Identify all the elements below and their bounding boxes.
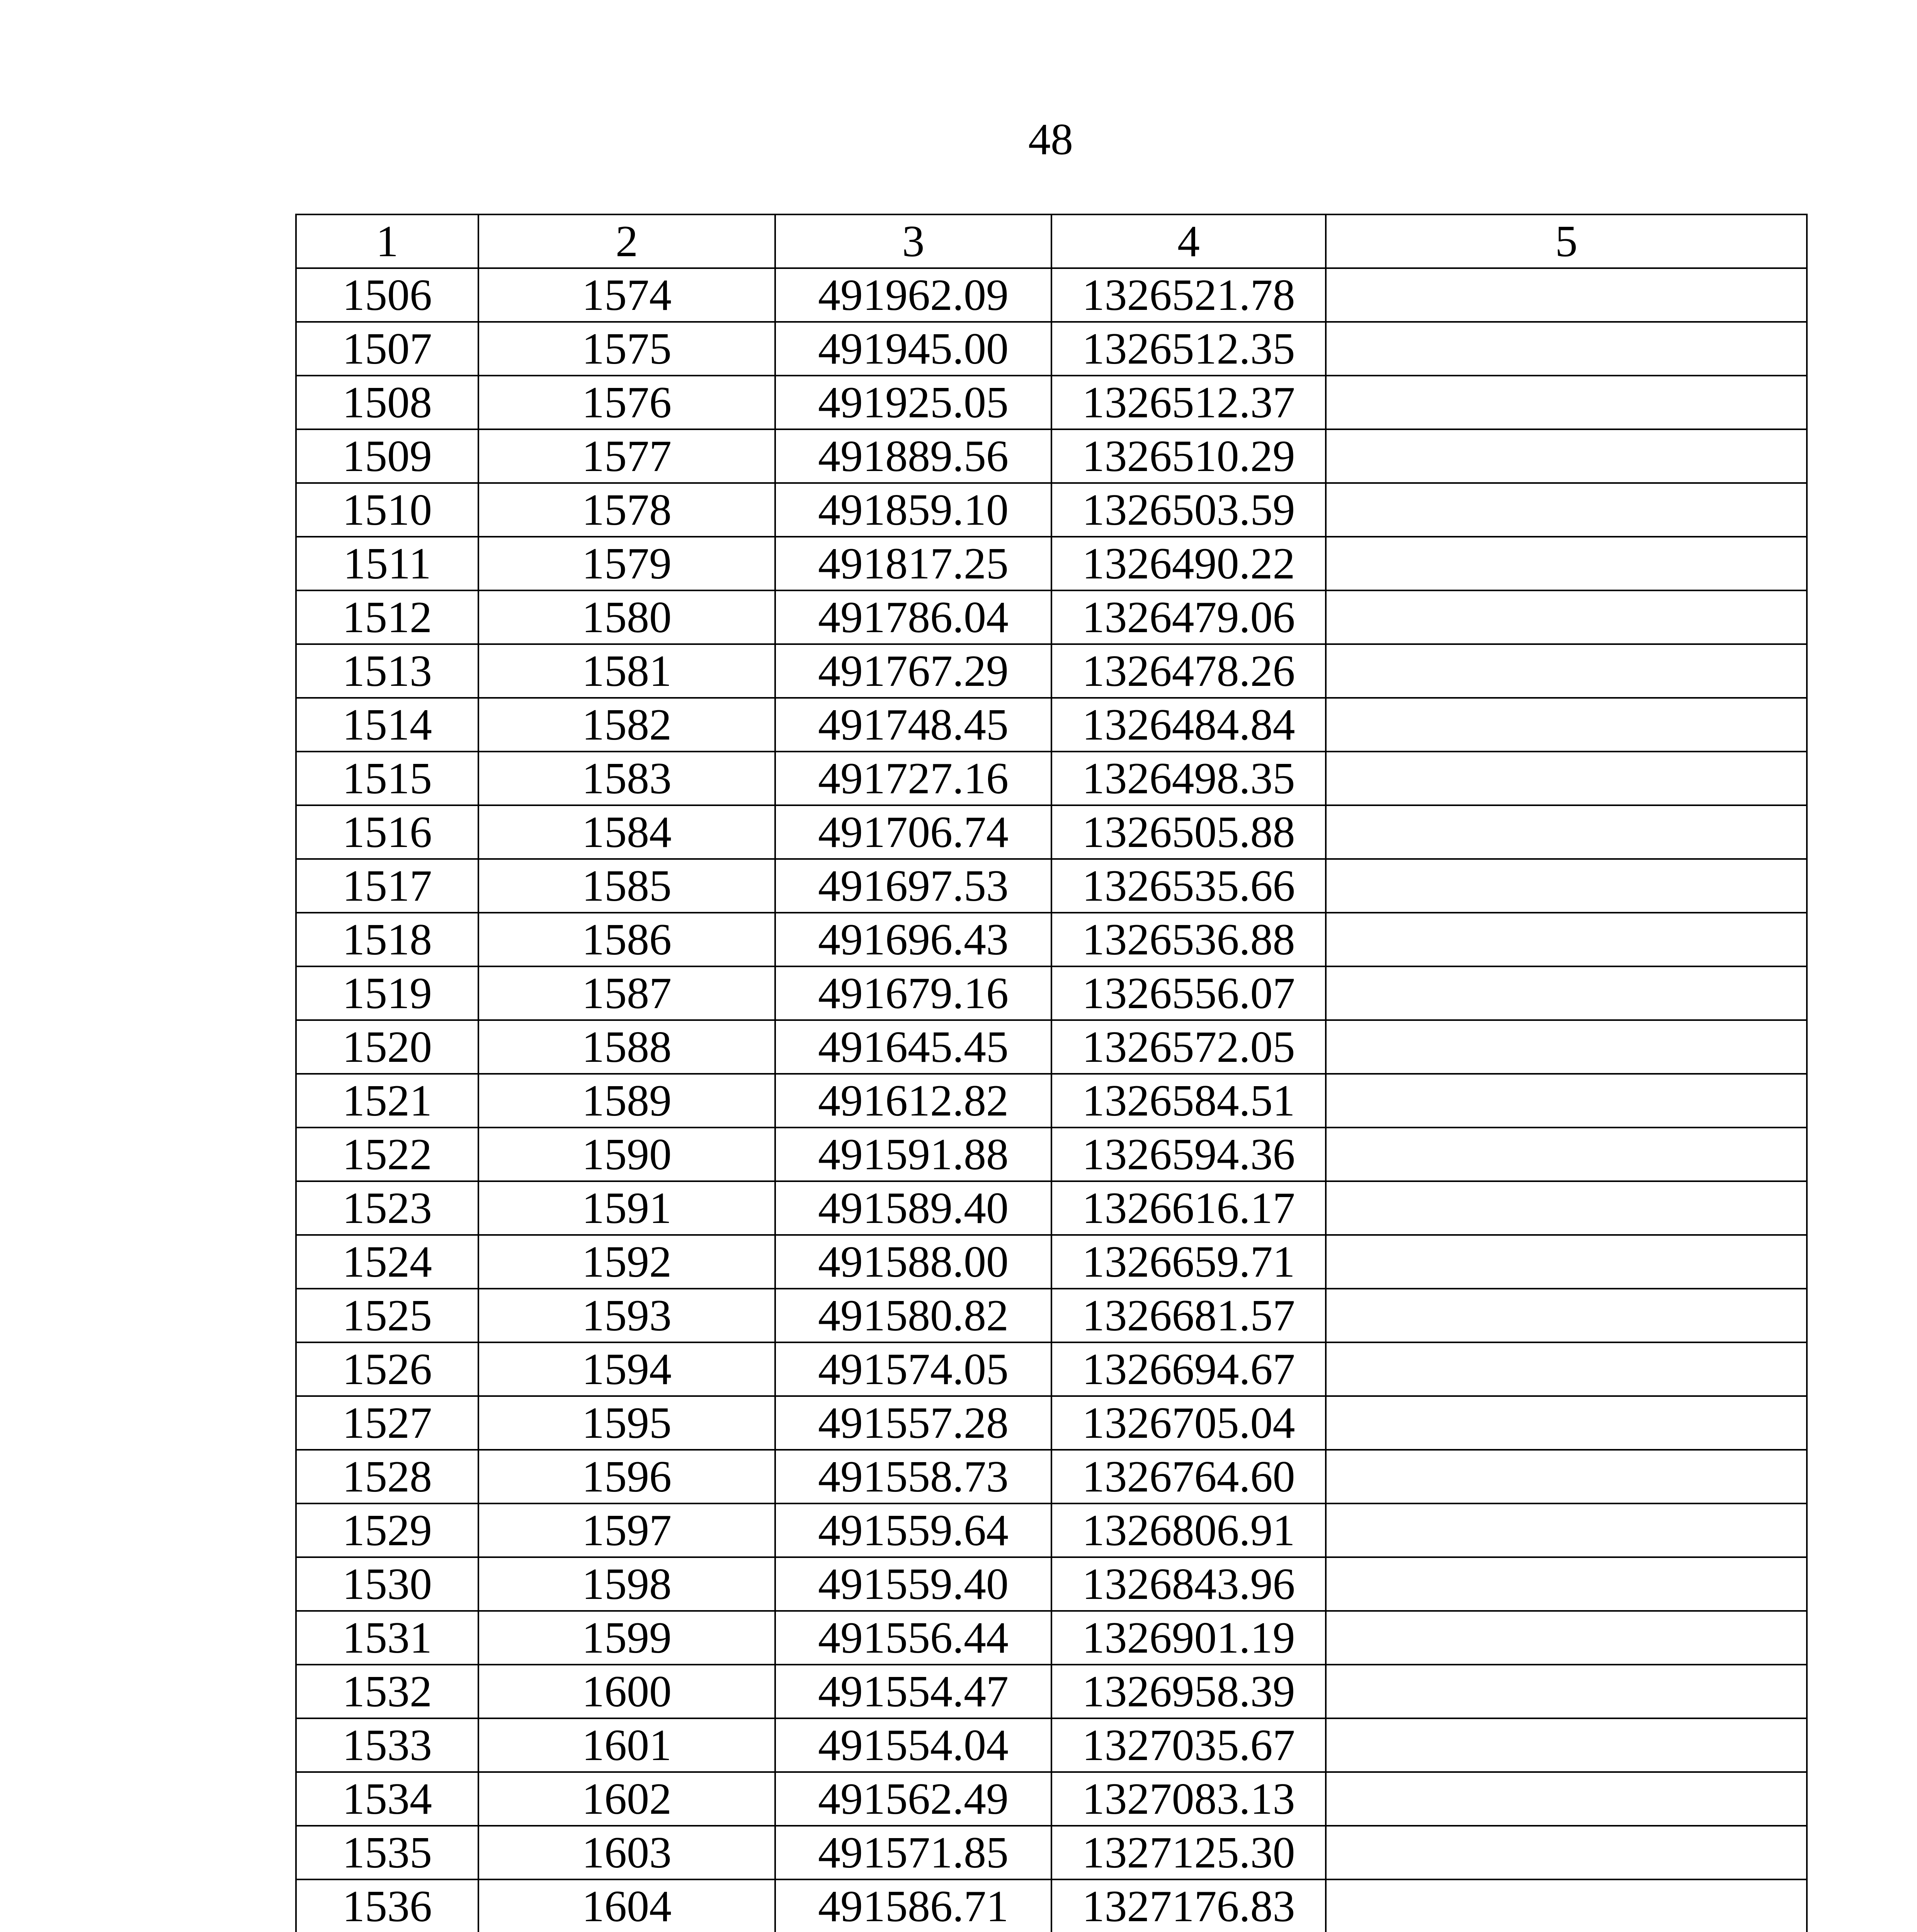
cell-col-1: 1521 bbox=[296, 1074, 478, 1128]
empty-cell bbox=[1326, 1826, 1807, 1879]
cell-col-2: 1590 bbox=[478, 1128, 775, 1181]
table-row bbox=[296, 805, 1807, 859]
cell-col-2: 1603 bbox=[478, 1826, 775, 1879]
cell-col-2: 1575 bbox=[478, 322, 775, 376]
empty-cell bbox=[1326, 698, 1807, 752]
cell-col-4: 1326659.71 bbox=[1051, 1235, 1326, 1289]
empty-cell bbox=[1326, 1235, 1807, 1289]
table-row bbox=[296, 268, 1807, 322]
cell-col-3: 491580.82 bbox=[775, 1289, 1051, 1342]
table-row bbox=[296, 1611, 1807, 1665]
cell-col-4: 1326478.26 bbox=[1051, 644, 1326, 698]
table-body bbox=[296, 268, 1807, 1932]
cell-col-2: 1587 bbox=[478, 966, 775, 1020]
cell-col-1: 1532 bbox=[296, 1665, 478, 1718]
cell-col-2: 1597 bbox=[478, 1503, 775, 1557]
cell-col-4: 1326616.17 bbox=[1051, 1181, 1326, 1235]
cell-col-4: 1327176.83 bbox=[1051, 1879, 1326, 1932]
cell-col-3: 491554.47 bbox=[775, 1665, 1051, 1718]
cell-col-1: 1506 bbox=[296, 268, 478, 322]
cell-col-3: 491557.28 bbox=[775, 1396, 1051, 1450]
cell-col-3: 491697.53 bbox=[775, 859, 1051, 913]
empty-cell bbox=[1326, 590, 1807, 644]
cell-col-3: 491589.40 bbox=[775, 1181, 1051, 1235]
page-number: 48 bbox=[1028, 115, 1073, 164]
table-row bbox=[296, 1450, 1807, 1503]
cell-col-4: 1326694.67 bbox=[1051, 1342, 1326, 1396]
header-col-5: 5 bbox=[1326, 214, 1807, 268]
cell-col-2: 1593 bbox=[478, 1289, 775, 1342]
header-col-1: 1 bbox=[296, 214, 478, 268]
empty-cell bbox=[1326, 1879, 1807, 1932]
cell-col-1: 1527 bbox=[296, 1396, 478, 1450]
cell-col-1: 1514 bbox=[296, 698, 478, 752]
cell-col-2: 1591 bbox=[478, 1181, 775, 1235]
cell-col-3: 491706.74 bbox=[775, 805, 1051, 859]
cell-col-4: 1326498.35 bbox=[1051, 752, 1326, 805]
table-row bbox=[296, 1718, 1807, 1772]
table-row bbox=[296, 1342, 1807, 1396]
cell-col-2: 1585 bbox=[478, 859, 775, 913]
empty-cell bbox=[1326, 752, 1807, 805]
cell-col-1: 1512 bbox=[296, 590, 478, 644]
cell-col-1: 1526 bbox=[296, 1342, 478, 1396]
cell-col-3: 491889.56 bbox=[775, 429, 1051, 483]
cell-col-2: 1604 bbox=[478, 1879, 775, 1932]
cell-col-1: 1517 bbox=[296, 859, 478, 913]
cell-col-2: 1596 bbox=[478, 1450, 775, 1503]
cell-col-2: 1600 bbox=[478, 1665, 775, 1718]
table-header bbox=[296, 214, 1807, 268]
cell-col-2: 1577 bbox=[478, 429, 775, 483]
table-row bbox=[296, 590, 1807, 644]
cell-col-3: 491945.00 bbox=[775, 322, 1051, 376]
cell-col-1: 1535 bbox=[296, 1826, 478, 1879]
cell-col-1: 1528 bbox=[296, 1450, 478, 1503]
cell-col-1: 1525 bbox=[296, 1289, 478, 1342]
cell-col-2: 1581 bbox=[478, 644, 775, 698]
cell-col-4: 1326479.06 bbox=[1051, 590, 1326, 644]
table-row bbox=[296, 1128, 1807, 1181]
cell-col-2: 1576 bbox=[478, 376, 775, 429]
cell-col-2: 1592 bbox=[478, 1235, 775, 1289]
empty-cell bbox=[1326, 537, 1807, 590]
cell-col-1: 1518 bbox=[296, 913, 478, 966]
table-row bbox=[296, 913, 1807, 966]
cell-col-3: 491645.45 bbox=[775, 1020, 1051, 1074]
empty-cell bbox=[1326, 1718, 1807, 1772]
cell-col-1: 1522 bbox=[296, 1128, 478, 1181]
empty-cell bbox=[1326, 805, 1807, 859]
empty-cell bbox=[1326, 1020, 1807, 1074]
table-row bbox=[296, 1020, 1807, 1074]
cell-col-2: 1586 bbox=[478, 913, 775, 966]
cell-col-3: 491925.05 bbox=[775, 376, 1051, 429]
cell-col-2: 1602 bbox=[478, 1772, 775, 1826]
empty-cell bbox=[1326, 913, 1807, 966]
cell-col-3: 491574.05 bbox=[775, 1342, 1051, 1396]
cell-col-3: 491859.10 bbox=[775, 483, 1051, 537]
cell-col-3: 491562.49 bbox=[775, 1772, 1051, 1826]
cell-col-4: 1326556.07 bbox=[1051, 966, 1326, 1020]
cell-col-1: 1519 bbox=[296, 966, 478, 1020]
cell-col-4: 1326512.35 bbox=[1051, 322, 1326, 376]
table-row bbox=[296, 1235, 1807, 1289]
empty-cell bbox=[1326, 376, 1807, 429]
cell-col-2: 1579 bbox=[478, 537, 775, 590]
cell-col-1: 1508 bbox=[296, 376, 478, 429]
empty-cell bbox=[1326, 1289, 1807, 1342]
cell-col-2: 1598 bbox=[478, 1557, 775, 1611]
table-row bbox=[296, 1879, 1807, 1932]
empty-cell bbox=[1326, 1772, 1807, 1826]
table-header-row bbox=[296, 214, 1807, 268]
cell-col-1: 1531 bbox=[296, 1611, 478, 1665]
cell-col-4: 1326901.19 bbox=[1051, 1611, 1326, 1665]
cell-col-4: 1326484.84 bbox=[1051, 698, 1326, 752]
cell-col-3: 491612.82 bbox=[775, 1074, 1051, 1128]
cell-col-4: 1326536.88 bbox=[1051, 913, 1326, 966]
cell-col-1: 1523 bbox=[296, 1181, 478, 1235]
cell-col-3: 491559.40 bbox=[775, 1557, 1051, 1611]
empty-cell bbox=[1326, 1450, 1807, 1503]
cell-col-1: 1516 bbox=[296, 805, 478, 859]
cell-col-3: 491817.25 bbox=[775, 537, 1051, 590]
cell-col-2: 1578 bbox=[478, 483, 775, 537]
table-row bbox=[296, 1557, 1807, 1611]
cell-col-2: 1601 bbox=[478, 1718, 775, 1772]
cell-col-4: 1326572.05 bbox=[1051, 1020, 1326, 1074]
table-row bbox=[296, 376, 1807, 429]
empty-cell bbox=[1326, 429, 1807, 483]
cell-col-2: 1584 bbox=[478, 805, 775, 859]
empty-cell bbox=[1326, 966, 1807, 1020]
empty-cell bbox=[1326, 1611, 1807, 1665]
cell-col-4: 1326490.22 bbox=[1051, 537, 1326, 590]
empty-cell bbox=[1326, 322, 1807, 376]
cell-col-4: 1326705.04 bbox=[1051, 1396, 1326, 1450]
table-row bbox=[296, 322, 1807, 376]
table-row bbox=[296, 1503, 1807, 1557]
cell-col-4: 1327035.67 bbox=[1051, 1718, 1326, 1772]
cell-col-2: 1599 bbox=[478, 1611, 775, 1665]
cell-col-1: 1513 bbox=[296, 644, 478, 698]
cell-col-1: 1536 bbox=[296, 1879, 478, 1932]
cell-col-4: 1326806.91 bbox=[1051, 1503, 1326, 1557]
cell-col-4: 1327125.30 bbox=[1051, 1826, 1326, 1879]
empty-cell bbox=[1326, 268, 1807, 322]
cell-col-3: 491962.09 bbox=[775, 268, 1051, 322]
cell-col-2: 1574 bbox=[478, 268, 775, 322]
cell-col-3: 491558.73 bbox=[775, 1450, 1051, 1503]
cell-col-4: 1326584.51 bbox=[1051, 1074, 1326, 1128]
cell-col-1: 1533 bbox=[296, 1718, 478, 1772]
cell-col-4: 1326764.60 bbox=[1051, 1450, 1326, 1503]
empty-cell bbox=[1326, 644, 1807, 698]
cell-col-4: 1326958.39 bbox=[1051, 1665, 1326, 1718]
cell-col-4: 1327083.13 bbox=[1051, 1772, 1326, 1826]
empty-cell bbox=[1326, 1074, 1807, 1128]
cell-col-3: 491588.00 bbox=[775, 1235, 1051, 1289]
table-row bbox=[296, 1826, 1807, 1879]
cell-col-4: 1326594.36 bbox=[1051, 1128, 1326, 1181]
cell-col-1: 1511 bbox=[296, 537, 478, 590]
empty-cell bbox=[1326, 1557, 1807, 1611]
cell-col-2: 1583 bbox=[478, 752, 775, 805]
cell-col-2: 1595 bbox=[478, 1396, 775, 1450]
empty-cell bbox=[1326, 1396, 1807, 1450]
header-col-3: 3 bbox=[775, 214, 1051, 268]
cell-col-4: 1326681.57 bbox=[1051, 1289, 1326, 1342]
cell-col-2: 1589 bbox=[478, 1074, 775, 1128]
cell-col-4: 1326505.88 bbox=[1051, 805, 1326, 859]
empty-cell bbox=[1326, 1181, 1807, 1235]
cell-col-1: 1534 bbox=[296, 1772, 478, 1826]
table-row bbox=[296, 752, 1807, 805]
cell-col-2: 1580 bbox=[478, 590, 775, 644]
empty-cell bbox=[1326, 1342, 1807, 1396]
cell-col-3: 491591.88 bbox=[775, 1128, 1051, 1181]
table-row bbox=[296, 1181, 1807, 1235]
cell-col-3: 491559.64 bbox=[775, 1503, 1051, 1557]
cell-col-3: 491571.85 bbox=[775, 1826, 1051, 1879]
table-row bbox=[296, 1074, 1807, 1128]
cell-col-1: 1530 bbox=[296, 1557, 478, 1611]
cell-col-1: 1507 bbox=[296, 322, 478, 376]
cell-col-3: 491786.04 bbox=[775, 590, 1051, 644]
empty-cell bbox=[1326, 1665, 1807, 1718]
table-row bbox=[296, 644, 1807, 698]
cell-col-4: 1326510.29 bbox=[1051, 429, 1326, 483]
cell-col-1: 1509 bbox=[296, 429, 478, 483]
cell-col-3: 491586.71 bbox=[775, 1879, 1051, 1932]
table-row bbox=[296, 429, 1807, 483]
cell-col-3: 491767.29 bbox=[775, 644, 1051, 698]
cell-col-4: 1326535.66 bbox=[1051, 859, 1326, 913]
data-table bbox=[295, 214, 1808, 1932]
table-row bbox=[296, 1665, 1807, 1718]
header-col-2: 2 bbox=[478, 214, 775, 268]
table-row bbox=[296, 859, 1807, 913]
cell-col-3: 491696.43 bbox=[775, 913, 1051, 966]
table-row bbox=[296, 698, 1807, 752]
table-row bbox=[296, 483, 1807, 537]
cell-col-1: 1510 bbox=[296, 483, 478, 537]
empty-cell bbox=[1326, 1128, 1807, 1181]
cell-col-3: 491727.16 bbox=[775, 752, 1051, 805]
empty-cell bbox=[1326, 483, 1807, 537]
cell-col-4: 1326521.78 bbox=[1051, 268, 1326, 322]
table-row bbox=[296, 1289, 1807, 1342]
cell-col-2: 1594 bbox=[478, 1342, 775, 1396]
cell-col-2: 1582 bbox=[478, 698, 775, 752]
cell-col-1: 1515 bbox=[296, 752, 478, 805]
cell-col-4: 1326512.37 bbox=[1051, 376, 1326, 429]
header-col-4: 4 bbox=[1051, 214, 1326, 268]
empty-cell bbox=[1326, 859, 1807, 913]
table-row bbox=[296, 966, 1807, 1020]
cell-col-3: 491554.04 bbox=[775, 1718, 1051, 1772]
cell-col-2: 1588 bbox=[478, 1020, 775, 1074]
table-row bbox=[296, 1396, 1807, 1450]
cell-col-3: 491556.44 bbox=[775, 1611, 1051, 1665]
cell-col-4: 1326503.59 bbox=[1051, 483, 1326, 537]
table-row bbox=[296, 1772, 1807, 1826]
empty-cell bbox=[1326, 1503, 1807, 1557]
cell-col-4: 1326843.96 bbox=[1051, 1557, 1326, 1611]
cell-col-1: 1529 bbox=[296, 1503, 478, 1557]
cell-col-1: 1520 bbox=[296, 1020, 478, 1074]
cell-col-3: 491679.16 bbox=[775, 966, 1051, 1020]
table-row bbox=[296, 537, 1807, 590]
cell-col-3: 491748.45 bbox=[775, 698, 1051, 752]
cell-col-1: 1524 bbox=[296, 1235, 478, 1289]
